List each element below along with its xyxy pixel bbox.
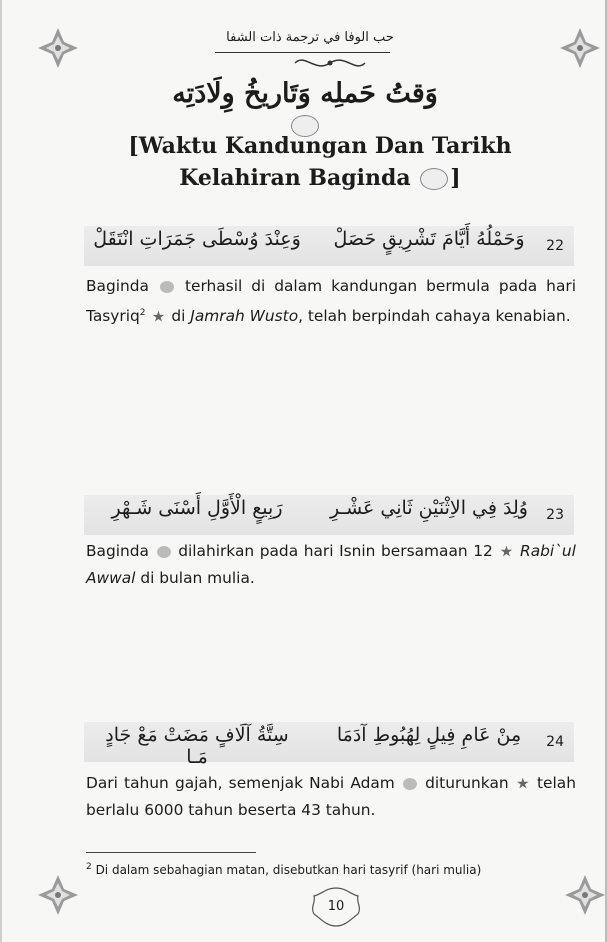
footnote-reference[interactable]: 2 bbox=[139, 308, 146, 318]
verse-22-arabic-left: وَعِنْدَ وُسْطَى جَمَرَاتِ انْتَقَلْ bbox=[93, 228, 301, 250]
verse-23-arabic-left: رَبِيعٍ الْأَوَّلِ أَسْنَى شَـهْرِ bbox=[111, 497, 283, 519]
star-icon bbox=[517, 778, 529, 790]
verse-24-arabic-right: مِنْ عَامِ فِيلٍ لِهُبُوطِ آدَمَا bbox=[336, 724, 522, 746]
running-header: حب الوفا في ترجمة ذات الشفا bbox=[226, 30, 394, 45]
verse-24-arabic-left: سِتَّةُ آلَافٍ مَضَتْ مَعْ جَادٍ مَـا bbox=[105, 724, 289, 768]
text-segment: Dari tahun gajah, semenjak Nabi Adam bbox=[86, 774, 395, 792]
corner-ornament-top-left-icon bbox=[38, 28, 78, 68]
verse-23-translation bbox=[86, 538, 576, 592]
verse-24-translation bbox=[86, 770, 576, 824]
verse-number: 24 bbox=[546, 734, 564, 750]
verse-23-arabic-right: وُلِدَ فِي الاِثْنَيْنِ ثَانِي عَشْـرِ bbox=[330, 497, 528, 519]
text-segment: , telah berpindah cahaya kenabian. bbox=[298, 307, 571, 326]
text-segment: Baginda bbox=[86, 277, 149, 295]
chapter-title-close: ] bbox=[450, 165, 461, 191]
corner-ornament-top-right-icon bbox=[560, 28, 600, 68]
italic-term: Jamrah Wusto bbox=[190, 307, 299, 326]
footnote-rule bbox=[86, 852, 256, 853]
footnote-mark: 2 bbox=[86, 862, 92, 872]
text-segment: terhasil di dalam kandungan bermula pada hari Tasyriq bbox=[86, 277, 576, 326]
corner-ornament-bottom-right-icon bbox=[565, 875, 605, 915]
text-segment: telah berlalu 6000 tahun beserta 43 tahun. bbox=[86, 774, 576, 819]
verse-number: 23 bbox=[546, 507, 564, 523]
footnote-text: Di dalam sebahagian matan, disebutkan hari tasyrif (hari mulia) bbox=[95, 863, 482, 877]
text-segment: di bulan mulia. bbox=[140, 569, 255, 587]
verse-band-22 bbox=[84, 226, 574, 266]
text-segment: Baginda bbox=[86, 542, 149, 560]
text-segment: diturunkan bbox=[425, 774, 509, 792]
chapter-title-line2: Kelahiran Baginda bbox=[179, 165, 411, 191]
italic-term: Rabi`ul Awwal bbox=[86, 542, 576, 587]
salawat-mark-icon bbox=[420, 168, 448, 190]
salawat-mark-icon bbox=[160, 281, 174, 293]
verse-number: 22 bbox=[546, 238, 564, 254]
chapter-title-line2-wrap bbox=[100, 162, 540, 194]
chapter-title bbox=[100, 130, 540, 194]
header-flourish-icon bbox=[290, 53, 370, 73]
chapter-arabic-text: وَقتُ حَملِه وَتَاريخُ وِلَادَتِه bbox=[172, 78, 438, 109]
verse-band-23 bbox=[84, 495, 574, 535]
footnote bbox=[86, 862, 576, 877]
text-segment: dilahirkan pada hari Isnin bersamaan 12 bbox=[178, 542, 493, 560]
salawat-mark-icon bbox=[157, 546, 171, 558]
page-number: 10 bbox=[327, 899, 345, 914]
corner-ornament-bottom-left-icon bbox=[38, 875, 78, 915]
chapter-title-line1: [Waktu Kandungan Dan Tarikh bbox=[128, 133, 512, 159]
verse-band-24 bbox=[84, 722, 574, 768]
text-segment: di bbox=[171, 307, 186, 326]
star-icon bbox=[500, 546, 512, 558]
verse-22-translation bbox=[86, 273, 576, 330]
verse-22-arabic-right: وَحَمْلُهُ أَيَّامَ تَشْرِيقٍ حَصَلْ bbox=[333, 228, 525, 250]
star-icon bbox=[152, 311, 164, 323]
alaihissalam-mark-icon bbox=[403, 778, 417, 790]
